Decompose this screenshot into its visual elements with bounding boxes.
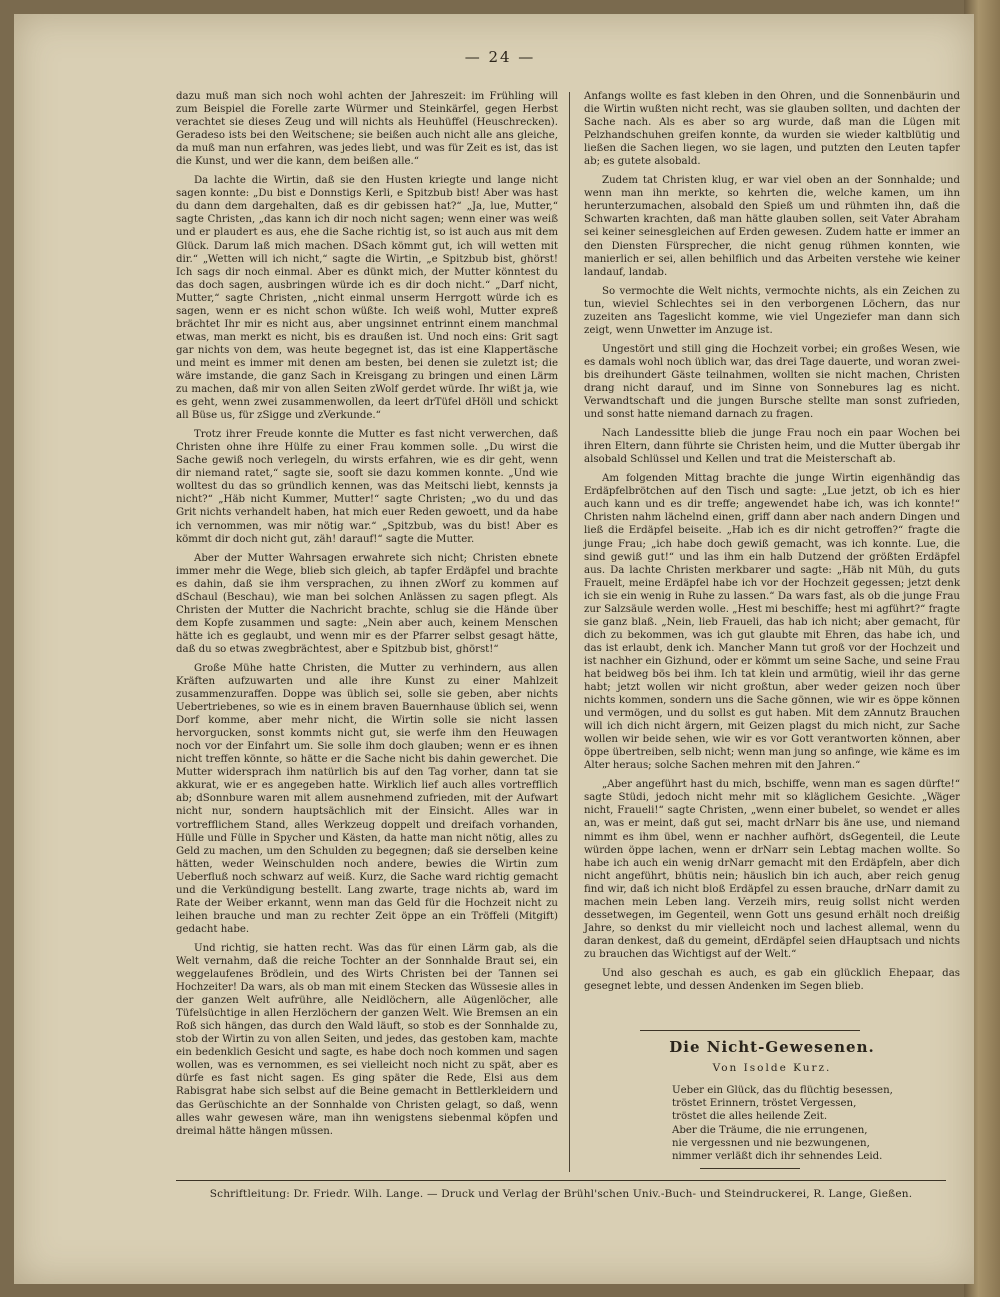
poem-line: tröstet Erinnern, tröstet Vergessen, [672, 1098, 857, 1110]
paragraph: Nach Landessitte blieb die junge Frau noch ein paar Wochen bei ihren Eltern, dann führte sie Christen heim, und die Mutter übergab ihr alsobald Schlüssel und Kellen und trat die Meisterschaft ab. [584, 428, 960, 466]
poem-line: tröstet die alles heilende Zeit. [672, 1111, 828, 1123]
paragraph: Zudem tat Christen klug, er war viel oben an der Sonnhalde; und wenn man ihn merkte, so kehrten die, welche kamen, um ihn herunterzumachen, alsobald den Spieß um und rühmten ihn, daß die Schwarten krachten, daß man hätte glauben sollen, seit Vater Abraham sei keiner seinesgleichen auf Erden gewesen. Zudem hatte er immer an den Diensten Fürsprecher, die nicht genug rühmen konnten, wie manierlich er sei, allen behilflich und das Arbeiten verstehe wie keiner landauf, landab. [584, 175, 960, 278]
paragraph: Am folgenden Mittag brachte die junge Wirtin eigenhändig das Erdäpfelbrötchen auf den Tisch und sagte: „Lue jetzt, ob ich es hier auch kann und es dir treffe; angewendet habe ich, was ich konnte!“ Christen nahm lächelnd einen, griff dann aber nach andern Dingen und ließ die Erdäpfel beiseite. „Hab ich es dir nicht getroffen?“ fragte die junge Frau; „ich habe doch gewiß gemacht, was ich konnte. Lue, die sind gewiß gut!“ und las ihm ein halb Dutzend der größten Erdäpfel aus. Da lachte Christen merkbarer und sagte: „Häb nit Müh, du guts Frauelt, meine Erdäpfel habe ich vor der Hochzeit gegessen; jetzt denk ich sie ein wenig in Ruhe zu lassen.“ Da wars fast, als ob die junge Frau zur Salzsäule werden wolle. „Hest mi beschiffe; hest mi agführt?“ fragte sie ganz blaß. „Nein, lieb Fraueli, das hab ich nicht; aber gemacht, für dich zu bekommen, was ich gut glaubte mit Ehren, das habe ich, und das ist erlaubt, denk ich. Mancher Mann tut groß vor der Hochzeit und ist nachher ein Gizhund, oder er kömmt um seine Sache, und seine Frau hat beidweg bös bei ihm. Ich tat klein und armütig, wieil ihr das gerne habt; jetzt wollen wir nicht großtun, aber weder geizen noch über nichts kommen, sondern uns die Sache gönnen, wie wir es öppe können und vermögen, und du sollst es gut haben. Mit dem zAnnutz Brauchen will ich dich nicht ärgern, mit Geizen plagst du mich nicht, zur Sache wollen wir beide sehen, wie wir es vor Gott verantworten können, aber öppe übertreiben, selb nicht; wenn man jung so anfinge, wie käme es im Alter heraus; solche Sachen mehren mit den Jahren.“ [584, 473, 960, 772]
poem-line: Aber die Träume, die nie errungenen, [672, 1124, 868, 1136]
paragraph: Und richtig, sie hatten recht. Was das für einen Lärm gab, als die Welt vernahm, daß die reiche Tochter an der Sonnhalde Braut sei, ein weggelaufenes Brödlein, und des Wirts Christen bei der Tannen sei Hochzeiter! Da wars, als ob man mit einem Stecken das Wüssesie alles in der ganzen Welt aufrühre, alle Neidlöchern, alle Aügenlöcher, alle Tüfelsüchtige in allen Herzlöchern der ganzen Welt. Wie Bremsen an ein Roß sich hängen, das durch den Wald läuft, so stob es der Sonnhalde zu, stob der Wirtin zu von allen Seiten, und jedes, das gestoben kam, machte ein bedenklich Gesicht und sagte, es habe doch noch kommen und sagen wollen, was es vernommen, es sei vielleicht noch nicht zu spät, aber es dürfe es fast nicht sagen. Es ging später die Rede, Elsi aus dem Rabisgrat habe sich selbst auf die Beine gemacht in Bettlerkleidern und das Gerüschichte an der Sonnhalde von Christen gelagt, so daß, wenn alles wahr gewesen wäre, man ihn wenigstens siebenmal köpfen und dreimal hätte hängen müssen. [176, 942, 558, 1137]
poem-line: nie vergessnen und nie bezwungenen, [672, 1137, 870, 1149]
paragraph: Ungestört und still ging die Hochzeit vorbei; ein großes Wesen, wie es damals wohl noch üblich war, das drei Tage dauerte, und woran zwei- bis dreihundert Gäste teilnahmen, wollten sie nicht machen, Christen drang nicht darauf, und im Sinne von Sonnebures lag es nicht. Verwandtschaft und die jungen Bursche stellte man sonst zufrieden, und sonst hatte niemand darnach zu fragen. [584, 343, 960, 421]
poem-author: Von Isolde Kurz. [712, 1062, 832, 1074]
left-column [176, 90, 558, 1144]
paragraph: Da lachte die Wirtin, daß sie den Husten kriegte und lange nicht sagen konnte: „Du bist e Donnstigs Kerli, e Spitzbub bist! Aber was hast du dann dem dargehalten, daß es dir gebissen hat?“ „Ja, lue, Mutter,“ sagte Christen, „das kann ich dir noch nicht sagen; wenn einer was weiß und er plaudert es aus, ehe die Sache richtig ist, so ist auch aus mit dem Glück. Darum laß mich machen. DSach kömmt gut, ich will wetten mit dir.“ „Wetten will ich nicht,“ sagte die Wirtin, „e Spitzbub bist, ghörst! Ich sags dir noch einmal. Aber es dünkt mich, der Mutter könntest du das doch sagen, ausbringen würde ich es dir doch nicht.“ „Darf nicht, Mutter,“ sagte Christen, „nicht einmal unserm Herrgott würde ich es sagen, wenn er es nicht schon wüßte. Ich weiß wohl, Mutter expreß brächtet Ihr mir es nicht aus, aber ungsinnet entrinnt einem manchmal etwas, man merkt es nicht, bis es draußen ist. Und noch eins: Grit sagt gar nichts von dem, was heute begegnet ist, das ist eine Klappertäsche und meint es immer mit denen am besten, bei denen sie zuletzt ist; die wäre imstande, die ganz Sach in Kreisgang zu bringen und einen Lärm zu machen, daß mir von allen Seiten zWolf gerdet würde. Ihr wißt ja, wie es geht, wenn zwei zusammenwollen, da leert drTüfel dHöll und schickt all Büse us, für zSigge und zVerkunde.“ [176, 175, 558, 422]
paragraph: „Aber angeführt hast du mich, bschiffe, wenn man es sagen dürfte!“ sagte Stüdi, jedoch nicht mehr mit so kläglichem Gesichte. „Wäger nicht, Fraueli!“ sagte Christen, „wenn einer bubelet, so wendet er alles an, was er meint, daß gut sei, macht drNarr bis äne use, und niemand nimmt es ihm übel, wenn er nachher aufhört, dsGegenteil, die Leute würden öppe lachen, wenn er drNarr sein Lebtag machen wollte. So habe ich auch ein wenig drNarr gemacht mit den Erdäpfeln, aber dich nicht angeführt, bhütis nein; häuslich bin ich auch, aber reich genug find wir, daß ich nicht bloß Erdäpfel zu essen brauche, drNarr damit zu machen mein Leben lang. Verzeih mirs, reuig sollst nicht werden dessetwegen, im Gegenteil, wenn Gott uns gesund erhält noch dreißig Jahre, so denkst du mir vielleicht noch und lachest allemal, wenn du daran denkest, daß du gemeint, dErdäpfel seien dHauptsach und nichts zu brauchen das Wichtigst auf der Welt.“ [584, 779, 960, 960]
poem-block [584, 1038, 960, 1163]
page-number: — 24 — [464, 48, 536, 66]
poem-lines [672, 1084, 960, 1163]
paragraph: dazu muß man sich noch wohl achten der Jahreszeit: im Frühling will zum Beispiel die Forelle zarte Würmer und Steinkärfel, gegen Herbst verachtet sie dieses Zeug und will nichts als Heuhüffel (Heuschrecken). Geradeso ists bei den Weitschene; sie beißen auch nicht alle ans gleiche, da muß man nun erfahren, was jedes liebt, und was für Zeit es ist, das ist die Kunst, und wer die kann, dem beißen alle.“ [176, 91, 558, 168]
paragraph: Große Mühe hatte Christen, die Mutter zu verhindern, aus allen Kräften aufzuwarten und alle ihre Kunst zu einer Mahlzeit zusammenzuraffen. Doppe was üblich sei, solle sie geben, aber nichts Uebertriebenes, so wie es in einem braven Bauernhause üblich sei, wenn Dorf komme, aber mehr nicht, die Wirtin solle sie nicht lassen hervorgucken, sonst kommts nicht gut, sie werfe ihm den Heuwagen noch vor der Einfahrt um. Sie solle ihm doch glauben; wenn er es ihnen nicht treffen könnte, so hätte er die Sache nicht bis dahin gewerchet. Die Mutter widersprach ihm natürlich bis auf den Tag vorher, dann tat sie akkurat, wie er es angegeben hatte. Wirklich lief auch alles vortrefflich ab; dSonnbure waren mit allem ausnehmend zufrieden, mit der Aufwart nicht nur, sondern hauptsächlich mit der Einsicht. Alles war in vortrefflichem Stand, alles Werkzeug doppelt und dreifach vorhanden, Hülle und Fülle in Spycher und Kästen, da hatte man nicht nötig, alles zu Geld zu machen, um den Schulden zu begegnen; daß sie derselben keine hätten, weder Weinschulden noch andere, bewies die Wirtin zum Ueberfluß noch schwarz auf weiß. Kurz, die Sache ward richtig gemacht und die Verkündigung bestellt. Lang zwarte, trage nichts ab, ward im Rate der Weiber erkannt, wenn man das Geld für die Hochzeit nicht zu leihen brauche und man zu rechter Zeit öppe an ein Tröffeli (Mitgift) gedacht habe. [176, 662, 558, 935]
paragraph: Anfangs wollte es fast kleben in den Ohren, und die Sonnenbäurin und die Wirtin wußten nicht recht, was sie glauben sollten, und dachten der Sache nach. Als es aber so arg wurde, daß man die Lügen mit Pelzhandschuhen greifen konnte, da wurden sie wieder kaltblütig und ließen die Sachen liegen, wo sie lagen, und putzten den Leuten tapfer ab; es gutete alsobald. [584, 91, 960, 168]
poem-top-rule [640, 1030, 860, 1031]
paragraph: Trotz ihrer Freude konnte die Mutter es fast nicht verwerchen, daß Christen ohne ihre Hülfe zu einer Frau kommen solle. „Du wirst die Sache gewiß noch verlegeln, du wirsts erfahren, wie es dir geht, wenn dir niemand ratet,“ sagte sie, sooft sie dazu kommen konnte. „Und wie wolltest du das so gründlich kennen, was das Meitschi liebt, kennsts ja nicht?“ „Häb nicht Kummer, Mutter!“ sagte Christen; „wo du und das Grit nichts verhandelt haben, hat mich euer Reden gewoett, und da habe ich vernommen, was mir nötig war.“ „Spitzbub, was du bist! Aber es kömmt dir doch nicht gut, zäh! darauf!“ sagte die Mutter. [176, 429, 558, 545]
poem-line: Ueber ein Glück, das du flüchtig besessen, [672, 1085, 893, 1096]
poem-line: nimmer verläßt dich ihr sehnendes Leid. [672, 1151, 883, 1163]
paragraph: So vermochte die Welt nichts, vermochte nichts, als ein Zeichen zu tun, wieviel Schlechtes sei in den verborgenen Löchern, das nur zuzeiten ans Tageslicht komme, wie viel Ungeziefer man dann sich zeigt, wenn Unwetter im Anzuge ist. [584, 285, 960, 336]
poem-title: Die Nicht-Gewesenen. [669, 1038, 875, 1056]
footer-rule [176, 1180, 946, 1181]
right-column [584, 90, 960, 999]
paragraph: Und also geschah es auch, es gab ein glücklich Ehepaar, das gesegnet lebte, und dessen Andenken im Segen blieb. [584, 968, 960, 993]
imprint-footer: Schriftleitung: Dr. Friedr. Wilh. Lange. — Druck und Verlag der Brühl'schen Univ.-Buch- und Steindruckerei, R. Lange, Gießen. [209, 1188, 913, 1200]
paragraph: Aber der Mutter Wahrsagen erwahrete sich nicht; Christen ebnete immer mehr die Wege, blieb sich gleich, ab tapfer Erdäpfel und brachte es dahin, daß sie ihm versprachen, zu ihnen zWorf zu kommen auf dSchaul (Beschau), wie man bei solchen Anlässen zu sagen pflegt. Als Christen der Mutter die Nachricht brachte, schlug sie die Hände über dem Kopfe zusammen und sagte: „Nein aber auch, keinem Menschen hätte ich es geglaubt, und wenn mir es der Pfarrer selbst gesagt hätte, daß du so etwas zwegbrächtest, aber e Spitzbub bist, ghörst!“ [176, 552, 558, 655]
poem-bottom-rule [700, 1168, 800, 1169]
column-divider [569, 92, 570, 1172]
